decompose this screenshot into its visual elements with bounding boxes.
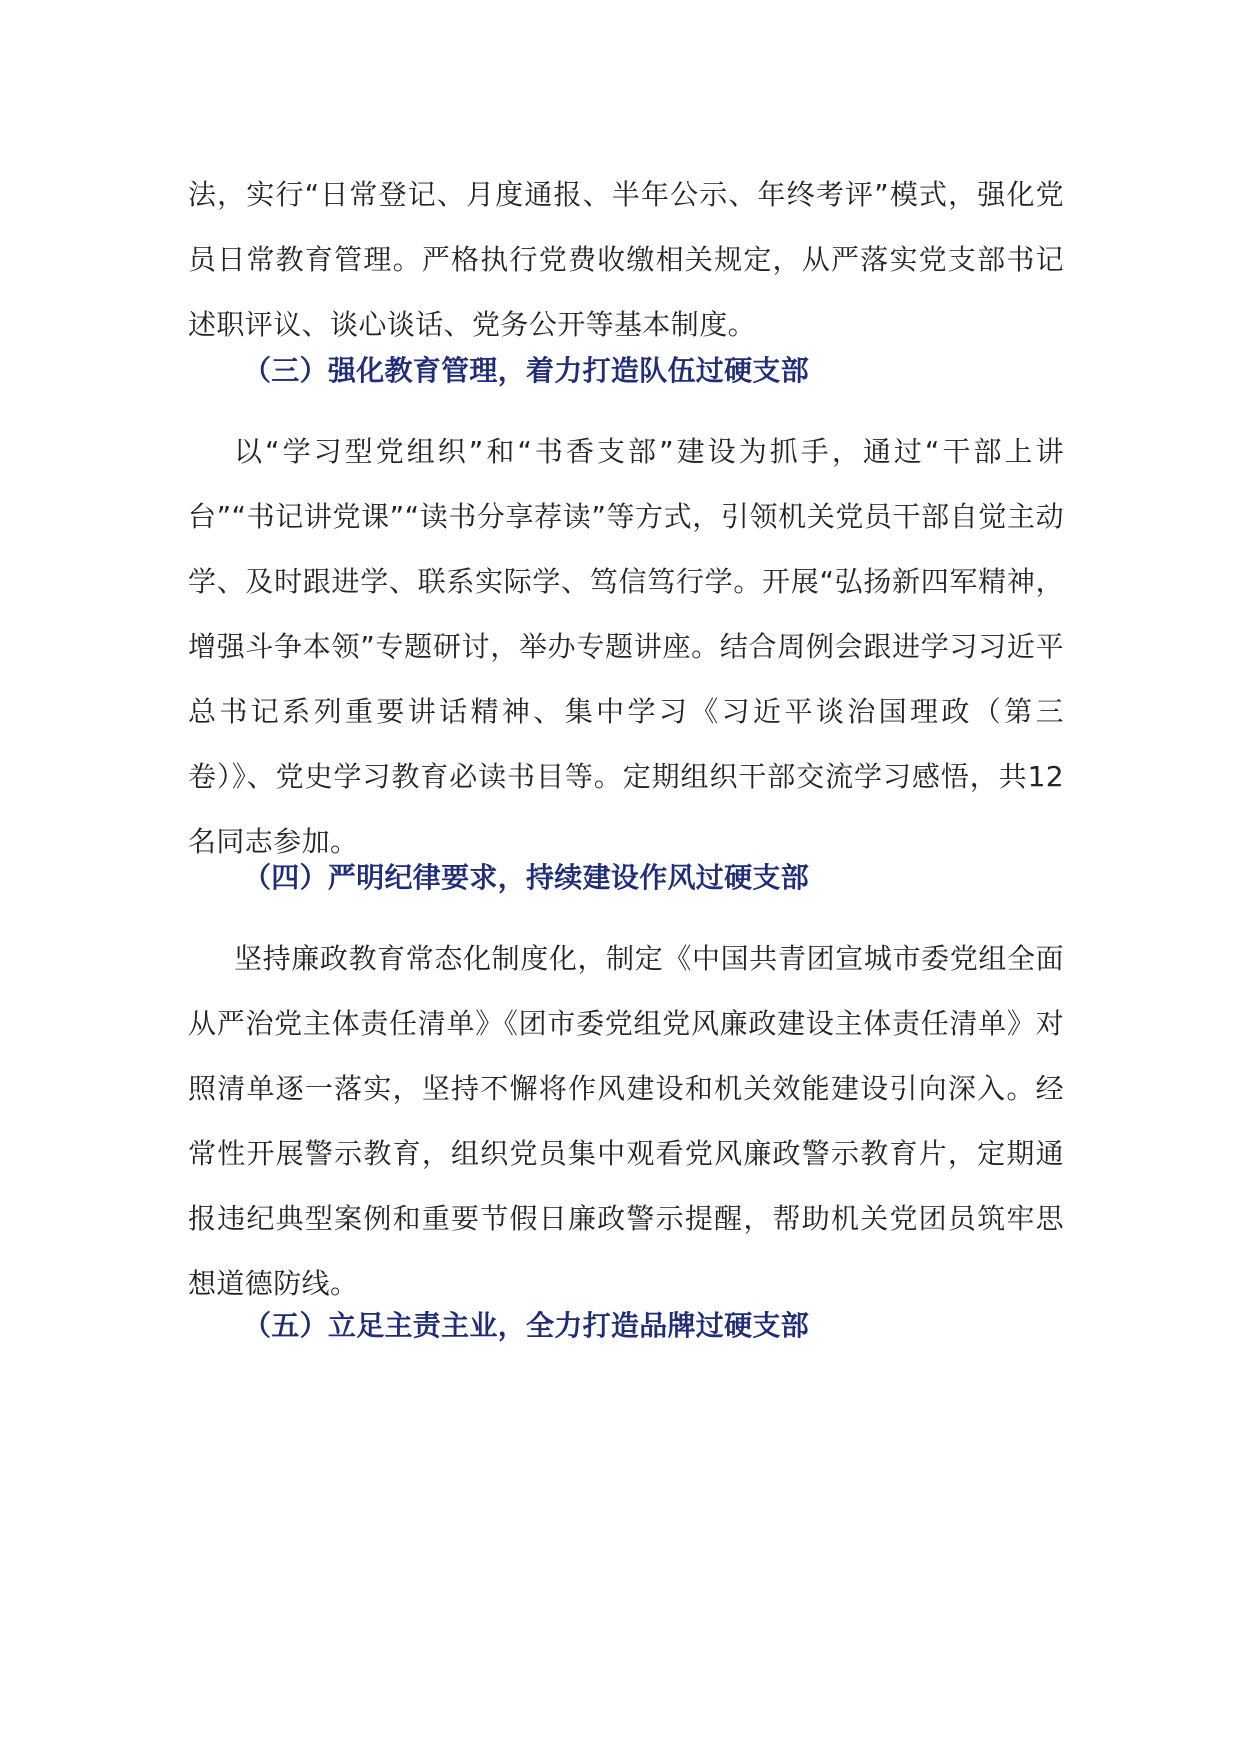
section-heading-5: （五）立足主责主业，全力打造品牌过硬支部	[243, 1309, 810, 1342]
section-heading-3: （三）强化教育管理，着力打造队伍过硬支部	[243, 354, 810, 387]
section-heading-4: （四）严明纪律要求，持续建设作风过硬支部	[243, 861, 810, 894]
paragraph-section-4: 坚持廉政教育常态化制度化，制定《中国共青团宣城市委党组全面从严治党主体责任清单》《团市委党组党风廉政建设主体责任清单》对照清单逐一落实，坚持不懈将作风建设和机关效能建设引向深入。经常性开展警示教育，组织党员集中观看党风廉政警示教育片，定期通报违纪典型案例和重要节假日廉政警示提醒，帮助机关党团员筑牢思想道德防线。	[188, 942, 1064, 1300]
paragraph-continuation: 法，实行“日常登记、月度通报、半年公示、年终考评”模式，强化党员日常教育管理。严格执行党费收缴相关规定，从严落实党支部书记述职评议、谈心谈话、党务公开等基本制度。	[188, 178, 1064, 341]
paragraph-section-3: 以“学习型党组织”和“书香支部”建设为抓手，通过“干部上讲台”“书记讲党课”“读书分享荐读”等方式，引领机关党员干部自觉主动学、及时跟进学、联系实际学、笃信笃行学。开展“弘扬新四军精神，增强斗争本领”专题研讨，举办专题讲座。结合周例会跟进学习习近平总书记系列重要讲话精神、集中学习《习近平谈治国理政（第三卷）》、党史学习教育必读书目等。定期组织干部交流学习感悟，共12名同志参加。	[188, 435, 1064, 858]
